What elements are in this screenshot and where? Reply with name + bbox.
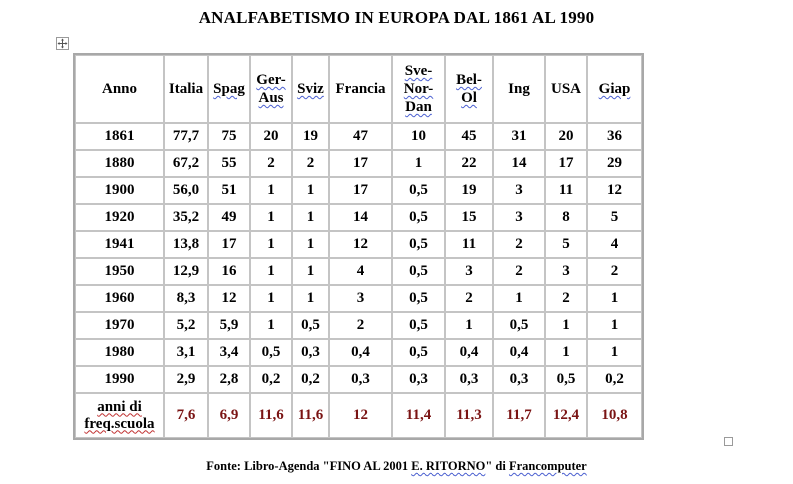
value-cell: 0,2 [250,366,292,393]
value-cell: 0,5 [392,231,445,258]
value-cell: 1 [587,285,642,312]
value-cell: 12 [587,177,642,204]
year-cell: 1990 [75,366,164,393]
column-header-label: Ger- Aus [256,72,286,106]
value-cell: 0,5 [392,258,445,285]
value-cell: 1 [292,204,329,231]
table-row [75,312,642,339]
value-cell: 3 [445,258,493,285]
value-cell: 2,9 [164,366,208,393]
value-cell: 1 [493,285,545,312]
value-cell: 0,4 [329,339,392,366]
value-cell: 0,5 [545,366,587,393]
value-cell: 0,3 [292,339,329,366]
table-row [75,204,642,231]
source-underlined-text: E. RITORNO [411,459,486,473]
school-years-value: 12 [329,393,392,438]
value-cell: 3 [493,204,545,231]
column-header-label: Francia [335,81,386,97]
value-cell: 13,8 [164,231,208,258]
column-header [208,55,250,123]
column-header-label: Italia [168,81,204,97]
column-header [292,55,329,123]
value-cell: 17 [545,150,587,177]
column-header [164,55,208,123]
year-cell: 1920 [75,204,164,231]
value-cell: 17 [208,231,250,258]
value-cell: 4 [329,258,392,285]
value-cell: 5 [545,231,587,258]
column-header [250,55,292,123]
value-cell: 2 [493,231,545,258]
column-header-label: Sve- Nor- Dan [403,63,434,115]
value-cell: 1 [445,312,493,339]
value-cell: 0,5 [392,339,445,366]
value-cell: 20 [250,123,292,150]
value-cell: 2 [445,285,493,312]
value-cell: 10 [392,123,445,150]
value-cell: 0,5 [392,177,445,204]
value-cell: 67,2 [164,150,208,177]
value-cell: 2 [493,258,545,285]
school-years-value: 11,4 [392,393,445,438]
value-cell: 0,5 [392,285,445,312]
header-row [75,55,642,123]
table-resize-handle[interactable] [724,437,733,446]
column-header [445,55,493,123]
column-header-label: Anno [101,81,138,97]
source-middle: " di [485,459,509,473]
value-cell: 0,3 [329,366,392,393]
table-row [75,150,642,177]
value-cell: 22 [445,150,493,177]
value-cell: 0,3 [493,366,545,393]
school-years-value: 12,4 [545,393,587,438]
value-cell: 0,5 [493,312,545,339]
value-cell: 3 [545,258,587,285]
value-cell: 12,9 [164,258,208,285]
value-cell: 31 [493,123,545,150]
value-cell: 3 [329,285,392,312]
value-cell: 1 [292,177,329,204]
value-cell: 11 [545,177,587,204]
school-years-value: 10,8 [587,393,642,438]
value-cell: 49 [208,204,250,231]
value-cell: 0,5 [250,339,292,366]
value-cell: 35,2 [164,204,208,231]
source-brand: Francomputer [508,459,587,473]
value-cell: 0,2 [292,366,329,393]
value-cell: 0,3 [445,366,493,393]
value-cell: 1 [292,285,329,312]
value-cell: 14 [329,204,392,231]
value-cell: 75 [208,123,250,150]
value-cell: 19 [445,177,493,204]
value-cell: 0,3 [392,366,445,393]
column-header [545,55,587,123]
value-cell: 3 [493,177,545,204]
value-cell: 5,9 [208,312,250,339]
school-years-value: 11,6 [292,393,329,438]
year-cell: 1880 [75,150,164,177]
table-row [75,339,642,366]
table-row [75,285,642,312]
year-cell: 1980 [75,339,164,366]
value-cell: 1 [292,258,329,285]
value-cell: 0,5 [392,312,445,339]
value-cell: 1 [250,231,292,258]
table-row [75,231,642,258]
value-cell: 1 [545,339,587,366]
school-years-value: 11,6 [250,393,292,438]
value-cell: 8 [545,204,587,231]
value-cell: 29 [587,150,642,177]
value-cell: 12 [329,231,392,258]
year-cell: 1861 [75,123,164,150]
school-years-value: 11,3 [445,393,493,438]
column-header [587,55,642,123]
value-cell: 0,4 [445,339,493,366]
value-cell: 11 [445,231,493,258]
value-cell: 4 [587,231,642,258]
value-cell: 1 [545,312,587,339]
value-cell: 12 [208,285,250,312]
column-header-label: USA [550,81,581,97]
value-cell: 2 [329,312,392,339]
column-header-label: Ing [508,81,530,97]
year-cell: 1941 [75,231,164,258]
value-cell: 5 [587,204,642,231]
value-cell: 1 [292,231,329,258]
column-header [392,55,445,123]
year-cell: 1960 [75,285,164,312]
value-cell: 1 [250,312,292,339]
value-cell: 0,5 [292,312,329,339]
value-cell: 16 [208,258,250,285]
value-cell: 2 [545,285,587,312]
value-cell: 36 [587,123,642,150]
year-cell: 1900 [75,177,164,204]
column-header [493,55,545,123]
value-cell: 15 [445,204,493,231]
value-cell: 17 [329,177,392,204]
source-note [0,459,793,474]
value-cell: 17 [329,150,392,177]
column-header-label: Giap [598,81,631,97]
value-cell: 1 [250,177,292,204]
column-header-label: Bel- Ol [456,72,482,106]
value-cell: 1 [392,150,445,177]
value-cell: 3,1 [164,339,208,366]
value-cell: 77,7 [164,123,208,150]
table-row [75,258,642,285]
column-header-label: Spag [213,81,245,97]
page-title: ANALFABETISMO IN EUROPA DAL 1861 AL 1990 [198,8,595,27]
value-cell: 45 [445,123,493,150]
value-cell: 0,4 [493,339,545,366]
value-cell: 3,4 [208,339,250,366]
value-cell: 19 [292,123,329,150]
value-cell: 8,3 [164,285,208,312]
school-years-value: 7,6 [164,393,208,438]
table-row [75,123,642,150]
value-cell: 1 [250,204,292,231]
value-cell: 2 [292,150,329,177]
school-years-label-cell [75,393,164,438]
value-cell: 20 [545,123,587,150]
source-prefix: Fonte: Libro-Agenda "FINO AL 2001 [206,459,412,473]
column-header [329,55,392,123]
value-cell: 14 [493,150,545,177]
school-years-value: 6,9 [208,393,250,438]
value-cell: 47 [329,123,392,150]
value-cell: 2 [250,150,292,177]
value-cell: 56,0 [164,177,208,204]
year-cell: 1950 [75,258,164,285]
table-row [75,177,642,204]
value-cell: 55 [208,150,250,177]
value-cell: 5,2 [164,312,208,339]
value-cell: 1 [250,258,292,285]
value-cell: 2 [587,258,642,285]
illiteracy-table [73,53,644,440]
school-years-row [75,393,642,438]
column-header-label: Sviz [297,81,324,97]
table-row [75,366,642,393]
value-cell: 1 [587,339,642,366]
year-cell: 1970 [75,312,164,339]
school-years-label: anni di freq.scuola [84,398,155,432]
value-cell: 2,8 [208,366,250,393]
table-move-handle-icon[interactable] [56,37,69,50]
value-cell: 0,2 [587,366,642,393]
value-cell: 0,5 [392,204,445,231]
column-header [75,55,164,123]
value-cell: 1 [587,312,642,339]
value-cell: 1 [250,285,292,312]
school-years-value: 11,7 [493,393,545,438]
value-cell: 51 [208,177,250,204]
